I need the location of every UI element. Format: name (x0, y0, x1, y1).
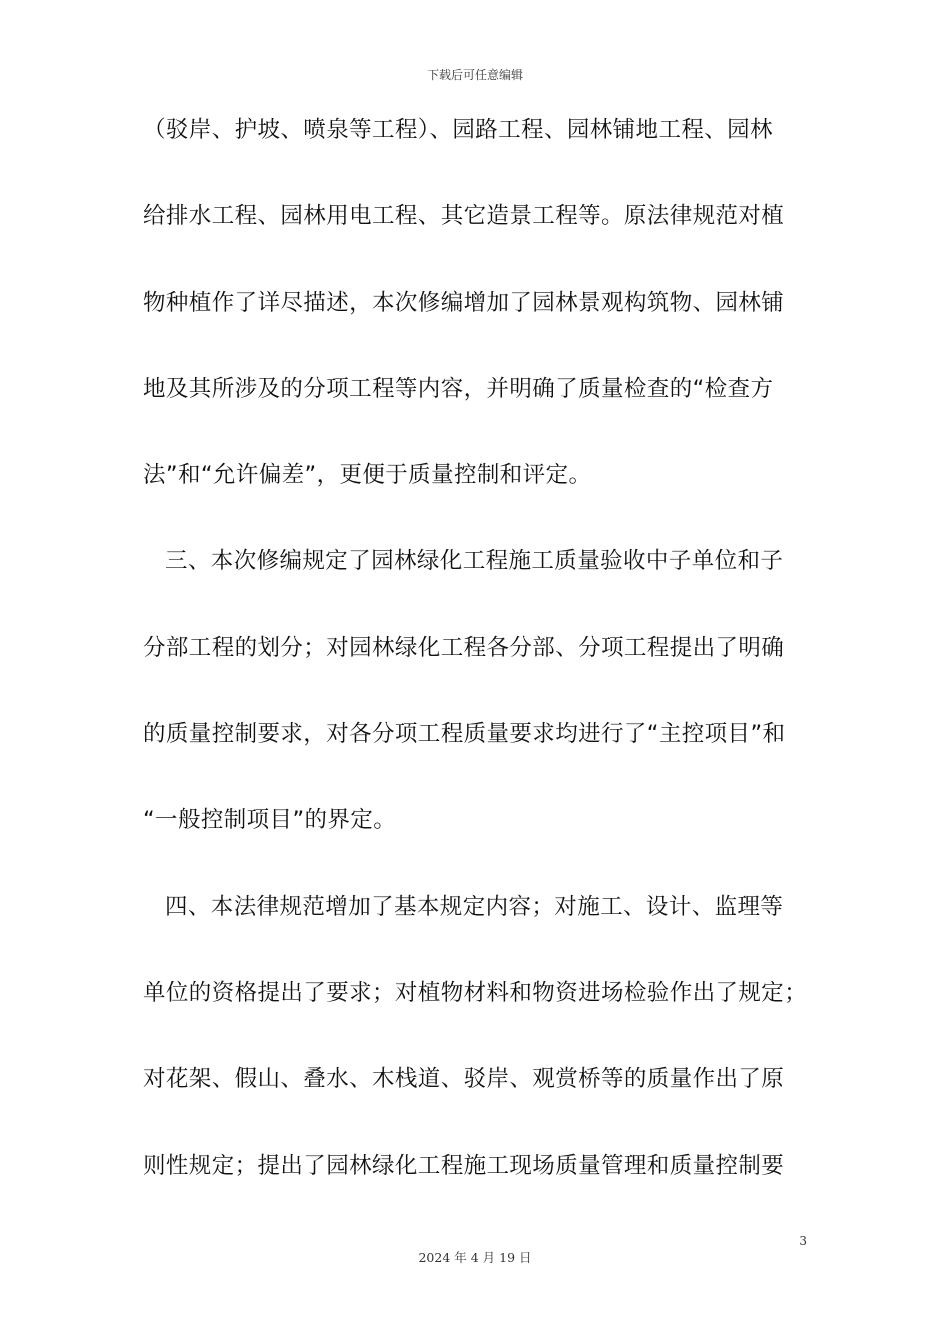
text-line: 物种植作了详尽描述，本次修编增加了园林景观构筑物、园林铺 (143, 289, 785, 316)
text-line: 法”和“允许偏差”，更便于质量控制和评定。 (143, 462, 592, 489)
text-line: 地及其所涉及的分项工程等内容，并明确了质量检查的“检查方 (143, 375, 774, 402)
page-number: 3 (799, 1234, 807, 1248)
text-line: 对花架、假山、叠水、木栈道、驳岸、观赏桥等的质量作出了原 (143, 1066, 785, 1093)
text-line: （驳岸、护坡、喷泉等工程）、园路工程、园林铺地工程、园林 (143, 117, 773, 143)
text-line: “一般控制项目”的界定。 (143, 807, 397, 834)
text-line: 单位的资格提出了要求；对植物材料和物资进场检验作出了规定； (143, 979, 808, 1006)
text-line: 给排水工程、园林用电工程、其它造景工程等。原法律规范对植 (143, 203, 785, 230)
text-line: 则性规定；提出了园林绿化工程施工现场质量管理和质量控制要 (143, 1152, 785, 1179)
paragraph-start-line: 四、本法律规范增加了基本规定内容；对施工、设计、监理等 (165, 893, 784, 920)
document-body (143, 106, 811, 1228)
text-line: 的质量控制要求，对各分项工程质量要求均进行了“主控项目”和 (143, 721, 786, 748)
text-line: 分部工程的划分；对园林绿化工程各分部、分项工程提出了明确 (143, 634, 785, 661)
header-note: 下载后可任意编辑 (426, 68, 523, 82)
paragraph-start-line: 三、本次修编规定了园林绿化工程施工质量验收中子单位和子 (165, 548, 784, 575)
footer-date: 2024 年 4 月 19 日 (418, 1250, 532, 1265)
